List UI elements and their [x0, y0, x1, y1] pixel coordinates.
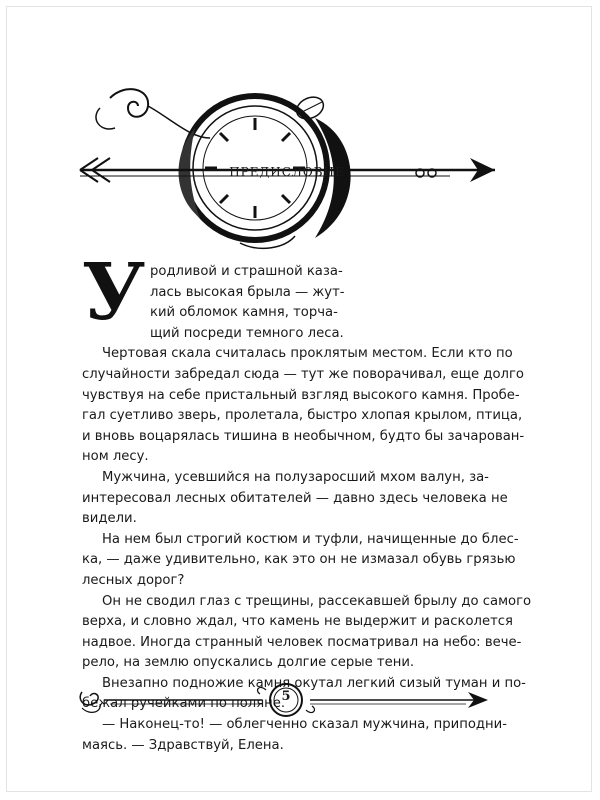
dropcap-letter: У: [82, 247, 146, 338]
text-line: и вновь воцарялась тишина в необычном, будто бы зачарован-: [82, 428, 525, 444]
text-line: интересовал лесных обитателей — давно здесь человека не: [82, 490, 508, 506]
text-line: Чертовая скала считалась проклятым местом. Если кто по: [102, 346, 513, 362]
text-line: Он не сводил глаз с трещины, рассекавшей брылу до самого: [102, 593, 532, 609]
text-line: рело, на землю опускались долгие серые тени.: [82, 655, 415, 671]
paragraph: [82, 530, 518, 592]
text-line: ка, — даже удивительно, как это он не измазал обувь грязью: [82, 552, 516, 568]
text-line: ном лесу.: [82, 449, 149, 465]
text-line: кий обломок камня, торча-: [150, 305, 338, 321]
text-line: случайности забредал сюда — тут же поворачивал, еще долго: [82, 366, 524, 382]
text-line: видели.: [82, 511, 137, 527]
text-line: верха, и словно ждал, что камень не выдержит и расколется: [82, 614, 513, 630]
text-line: На нем был строгий костюм и туфли, начищенные до блес-: [102, 531, 519, 547]
text-line: — Наконец-то! — облегченно сказал мужчина, приподни-: [102, 717, 507, 733]
chapter-title: ПРЕДИСЛОВИЕ: [229, 165, 345, 179]
text-line: щий посреди темного леса.: [150, 325, 344, 341]
paragraph: [82, 468, 518, 530]
paragraph: [82, 715, 518, 756]
text-line: чувствуя на себе пристальный взгляд высокого камня. Пробе-: [82, 387, 520, 403]
text-line: лесных дорог?: [82, 572, 185, 588]
paragraph: [82, 344, 525, 468]
text-line: гал суетливо зверь, пролетала, быстро хлопая крылом, птица,: [82, 408, 523, 424]
text-line: бежал ручейками по поляне.: [82, 696, 286, 712]
page-number: 5: [281, 689, 291, 704]
text-line: надвое. Иногда странный человек посматривал на небо: вече-: [82, 634, 522, 650]
text-line: Мужчина, усевшийся на полузаросший мхом валун, за-: [102, 469, 489, 485]
text-line: родливой и страшной каза-: [150, 264, 343, 279]
text-line: лась высокая брыла — жут-: [150, 284, 345, 300]
dropcap-paragraph: [150, 262, 518, 344]
text-line: маясь. — Здравствуй, Елена.: [82, 737, 284, 753]
paragraph: [82, 592, 532, 674]
text-line: Внезапно подножие камня окутал легкий сизый туман и по-: [102, 675, 526, 691]
